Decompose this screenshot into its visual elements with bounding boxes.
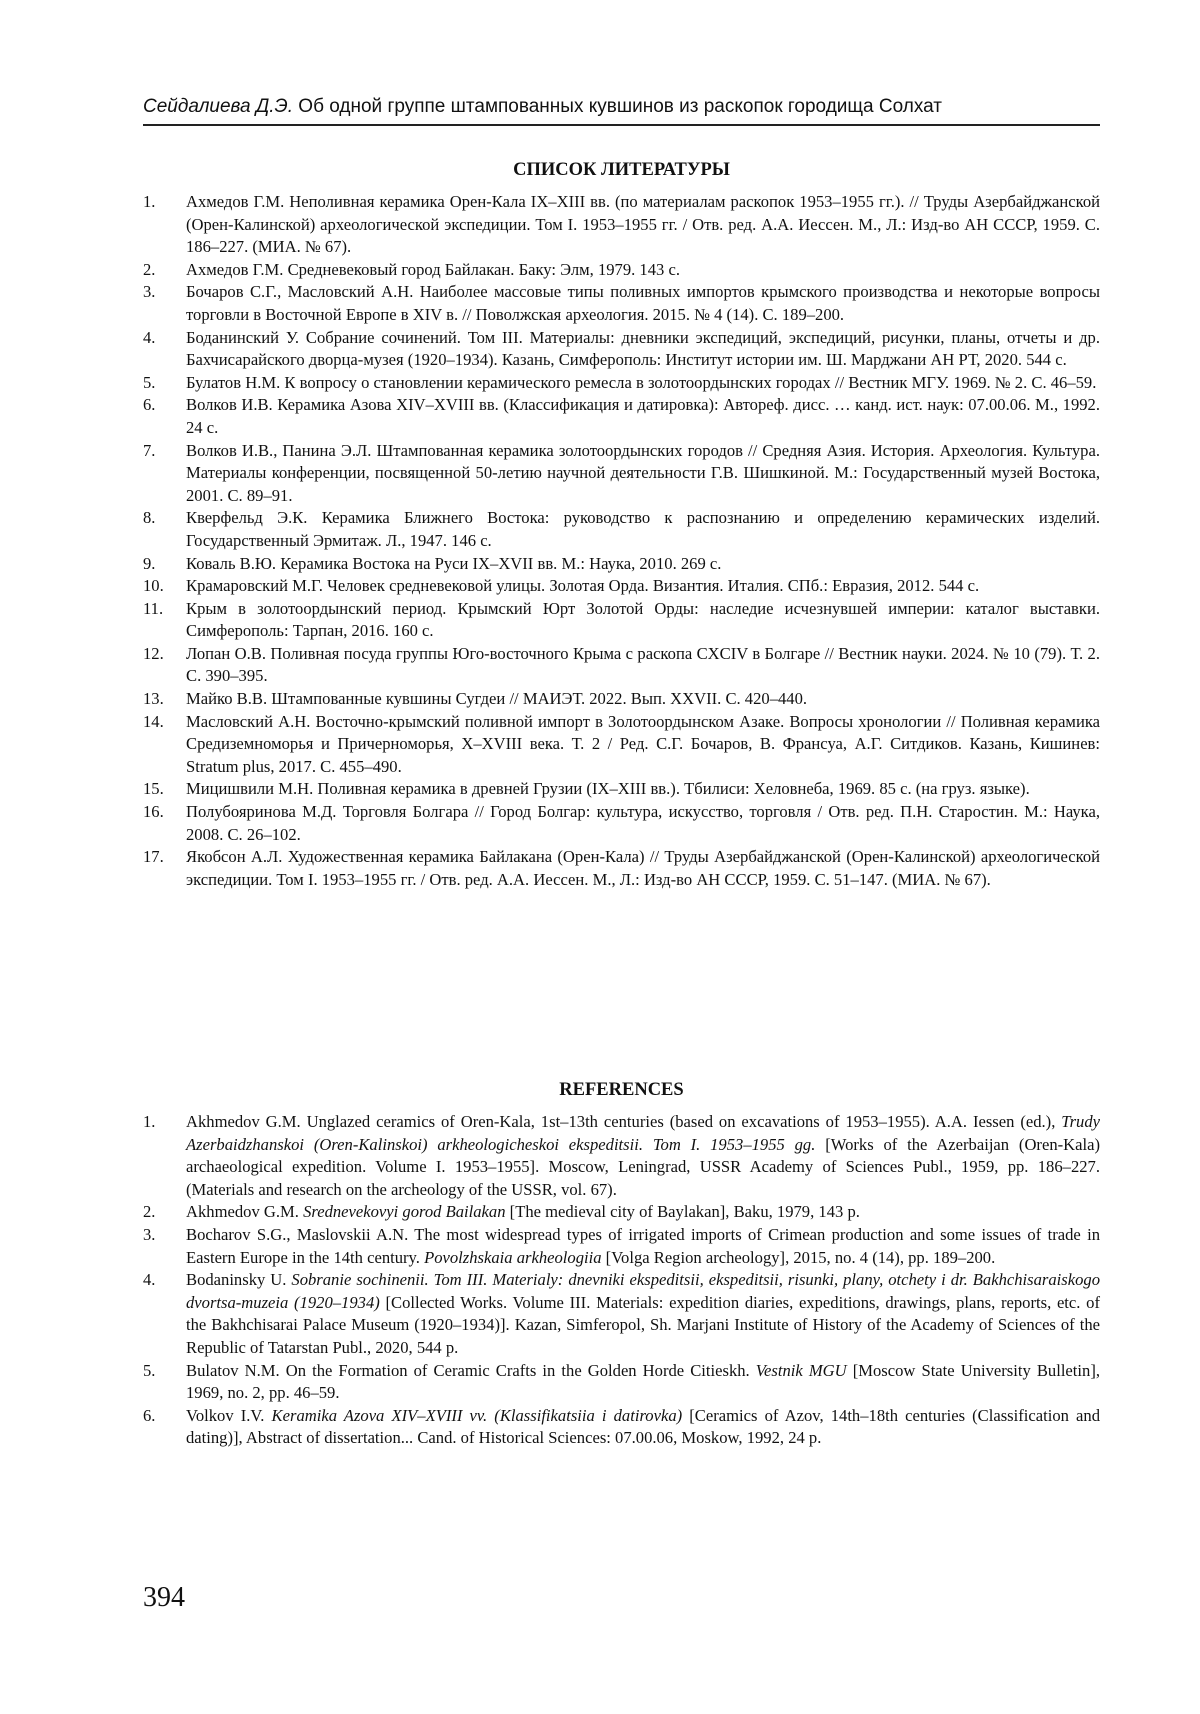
item-text: Волков И.В., Панина Э.Л. Штампованная керамика золотоордынских городов // Средняя Азия. История. Археология. Культура. Материалы конференции, посвященной 50-летию научной деятельности Г.В. Шишкиной. М.: Государственный музей Востока, 2001. С. 89–91. <box>186 440 1100 505</box>
running-header <box>143 96 1100 126</box>
item-text: Bocharov S.G., Maslovskii A.N. The most widespread types of irrigated imports of Crimean production and some issues of trade in Eastern Europe in the 14th century. <box>186 1224 1100 1267</box>
item-number: 8. <box>143 508 156 528</box>
item-text: Akhmedov G.M. <box>186 1202 304 1222</box>
list-item <box>143 372 1100 395</box>
item-number: 4. <box>143 1270 156 1290</box>
page-number: 394 <box>143 1582 185 1613</box>
item-number: 12. <box>143 643 164 663</box>
list-item <box>143 643 1100 688</box>
item-title-italic: Povolzhskaia arkheologiia <box>424 1247 602 1267</box>
list-item <box>143 440 1100 508</box>
item-number: 17. <box>143 847 164 867</box>
list-item <box>143 1269 1100 1359</box>
item-text: Масловский А.Н. Восточно-крымский поливной импорт в Золотоордынском Азаке. Вопросы хронологии // Поливная керамика Средиземноморья и Причерноморья, X–XVIII века. Т. 2 / Ред. С.Г. Бочаров, В. Франсуа, А.Г. Ситдиков. Казань, Кишинев: Stratum plus, 2017. С. 455–490. <box>186 711 1100 776</box>
item-number: 11. <box>143 598 164 618</box>
item-text: Volkov I.V. <box>186 1405 272 1425</box>
item-number: 5. <box>143 1360 156 1380</box>
item-text-tail: [The medieval city of Baylakan], Baku, 1979, 143 p. <box>505 1202 860 1222</box>
item-text-tail: [Works of the Azerbaijan (Oren-Kala) archaeological expedition. Volume I. 1953–1955]. Moscow, Leningrad, USSR Academy of Sciences Publ., 1959, pp. 186–227. (Materials and research on the archeology of the USSR, vol. 67). <box>186 1134 1100 1199</box>
item-title-italic: Vestnik MGU <box>755 1360 847 1380</box>
list-item <box>143 191 1100 259</box>
item-number: 2. <box>143 1202 156 1222</box>
item-number: 6. <box>143 1405 156 1425</box>
item-text: Bulatov N.M. On the Formation of Ceramic Crafts in the Golden Horde Citieskh. <box>186 1360 756 1380</box>
ru-references-title: СПИСОК ЛИТЕРАТУРЫ <box>513 160 730 180</box>
list-item <box>143 394 1100 439</box>
list-item <box>143 1360 1100 1405</box>
list-item <box>143 801 1100 846</box>
item-text: Майко В.В. Штампованные кувшины Сугдеи // МАИЭТ. 2022. Вып. XXVII. С. 420–440. <box>186 689 808 709</box>
list-item <box>143 259 1100 282</box>
item-text: Лопан О.В. Поливная посуда группы Юго-восточного Крыма с раскопа CXCIV в Болгаре // Вестник науки. 2024. № 10 (79). Т. 2. С. 390–395. <box>186 643 1100 686</box>
item-text: Бочаров С.Г., Масловский А.Н. Наиболее массовые типы поливных импортов крымского производства и некоторые вопросы торговли в Восточной Европе в XIV в. // Поволжская археология. 2015. № 4 (14). С. 189–200. <box>186 282 1100 324</box>
item-text: Крамаровский М.Г. Человек средневековой улицы. Золотая Орда. Византия. Италия. СПб.: Евразия, 2012. 544 с. <box>186 576 980 596</box>
item-number: 2. <box>143 259 156 279</box>
list-item <box>143 598 1100 643</box>
item-number: 14. <box>143 711 164 731</box>
en-references-title: REFERENCES <box>559 1080 684 1100</box>
item-text-tail: [Volga Region archeology], 2015, no. 4 (14), pp. 189–200. <box>601 1247 996 1267</box>
item-title-italic: Srednevekovyi gorod Bailakan <box>303 1202 506 1222</box>
list-item <box>143 327 1100 372</box>
item-number: 9. <box>143 553 156 573</box>
item-text: Коваль В.Ю. Керамика Востока на Руси IX–XVII вв. М.: Наука, 2010. 269 с. <box>186 553 722 573</box>
list-item <box>143 507 1100 552</box>
item-number: 7. <box>143 440 156 460</box>
item-title-italic: Sobranie sochinenii. Tom III. Materialy: dnevniki ekspeditsii, ekspeditsii, risunki, plany, otchety i dr. Bakhchisaraiskogo dvortsa-muzeia (1920–1934) <box>186 1270 1100 1312</box>
item-text: Bodaninsky U. <box>186 1270 292 1290</box>
item-number: 10. <box>143 576 164 596</box>
item-number: 3. <box>143 1224 156 1244</box>
item-text: Ахмедов Г.М. Средневековый город Байлакан. Баку: Элм, 1979. 143 с. <box>186 259 680 279</box>
list-item <box>143 1201 1100 1224</box>
en-reference-list <box>143 1111 1100 1450</box>
list-item <box>143 846 1100 891</box>
item-title-italic: Trudy Azerbaidzhanskoi (Oren-Kalinskoi) arkheologicheskoi ekspeditsii. Tom I. 1953–1955 gg. <box>186 1112 1100 1154</box>
item-text: Ахмедов Г.М. Неполивная керамика Орен-Кала IX–XIII вв. (по материалам раскопок 1953–1955 гг.). // Труды Азербайджанской (Орен-Калинской) археологической экспедиции. Том I. 1953–1955 гг. / Отв. ред. А.А. Иессен. М., Л.: Изд-во АН СССР, 1959. С. 186–227. (МИА. № 67). <box>186 192 1100 257</box>
list-item <box>143 688 1100 711</box>
list-item <box>143 281 1100 326</box>
item-text: Якобсон А.Л. Художественная керамика Байлакана (Орен-Кала) // Труды Азербайджанской (Орен-Калинской) археологической экспедиции. Том I. 1953–1955 гг. / Отв. ред. А.А. Иессен. М., Л.: Изд-во АН СССР, 1959. С. 51–147. (МИА. № 67). <box>186 847 1100 889</box>
item-number: 4. <box>143 327 156 347</box>
item-text: Кверфельд Э.К. Керамика Ближнего Востока: руководство к распознанию и определению керамических изделий. Государственный Эрмитаж. Л., 1947. 146 с. <box>186 508 1100 550</box>
item-number: 3. <box>143 282 156 302</box>
item-text: Полубояринова М.Д. Торговля Болгара // Город Болгар: культура, искусство, торговля / Отв. ред. П.Н. Старостин. М.: Наука, 2008. С. 26–102. <box>186 802 1100 844</box>
item-number: 5. <box>143 372 156 392</box>
item-text-tail: [Collected Works. Volume III. Materials: expedition diaries, expeditions, drawings, plans, reports, etc. of the Bakhchisarai Palace Museum (1920–1934)]. Kazan, Simferopol, Sh. Marjani Institute of History of the Academy of Sciences of the Republic of Tatarstan Publ., 2020, 544 p. <box>186 1292 1100 1357</box>
list-item <box>143 778 1100 801</box>
ru-reference-list <box>143 191 1100 891</box>
item-text: Боданинский У. Собрание сочинений. Том III. Материалы: дневники экспедиций, экспедиций, рисунки, планы, отчеты и др. Бахчисарайского дворца-музея (1920–1934). Казань, Симферополь: Институт истории им. Ш. Марджани АН РТ, 2020. 544 с. <box>186 327 1100 370</box>
item-text: Крым в золотоордынский период. Крымский Юрт Золотой Орды: наследие исчезнувшей империи: каталог выставки. Симферополь: Тарпан, 2016. 160 с. <box>186 598 1100 641</box>
list-item <box>143 711 1100 779</box>
item-title-italic: Keramika Azova XIV–XVIII vv. (Klassifikatsiia i datirovka) <box>271 1405 683 1425</box>
item-text: Akhmedov G.M. Unglazed ceramics of Oren-Kala, 1st–13th centuries (based on excavations of 1953–1955). A.A. Iessen (ed.), <box>186 1112 1062 1131</box>
item-number: 1. <box>143 1112 156 1131</box>
item-text: Мицишвили М.Н. Поливная керамика в древней Грузии (IX–XIII вв.). Тбилиси: Хеловнеба, 1969. 85 с. (на груз. языке). <box>186 779 1030 799</box>
list-item <box>143 1224 1100 1269</box>
list-item <box>143 553 1100 576</box>
item-number: 6. <box>143 395 156 415</box>
item-number: 15. <box>143 779 164 799</box>
item-text-tail: [Moscow State University Bulletin], 1969, no. 2, pp. 46–59. <box>186 1360 1100 1403</box>
list-item <box>143 1111 1100 1201</box>
list-item <box>143 575 1100 598</box>
item-text-tail: [Ceramics of Azov, 14th–18th centuries (Classification and dating)], Abstract of dissertation... Cand. of Historical Sciences: 07.00.06, Moskow, 1992, 24 p. <box>186 1405 1101 1448</box>
item-text: Булатов Н.М. К вопросу о становлении керамического ремесла в золотоордынских городах // Вестник МГУ. 1969. № 2. С. 46–59. <box>186 372 1097 392</box>
list-item <box>143 1405 1100 1450</box>
header-title: Об одной группе штампованных кувшинов из раскопок городища Солхат <box>293 96 942 117</box>
item-number: 16. <box>143 802 164 822</box>
header-author: Сейдалиева Д.Э. <box>143 96 294 117</box>
item-text: Волков И.В. Керамика Азова XIV–XVIII вв. (Классификация и датировка): Автореф. дисс. … канд. ист. наук: 07.00.06. М., 1992. 24 с. <box>186 395 1100 437</box>
item-number: 1. <box>143 192 156 211</box>
item-number: 13. <box>143 689 164 709</box>
